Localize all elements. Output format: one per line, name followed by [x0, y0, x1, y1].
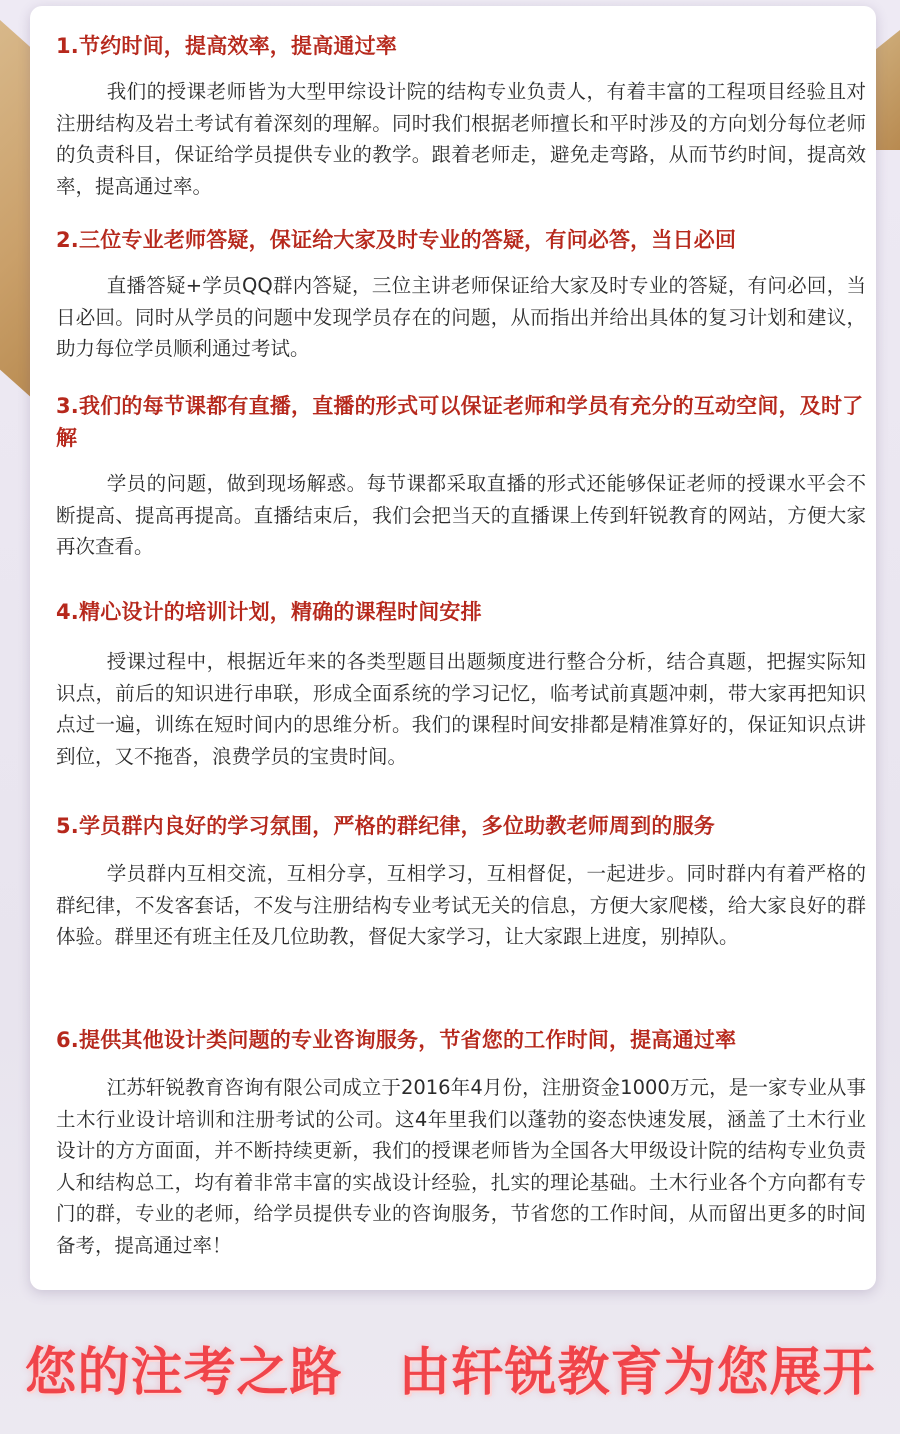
section-5	[56, 810, 866, 953]
section-4-body: 授课过程中，根据近年来的各类型题目出题频度进行整合分析，结合真题，把握实际知识点，前后的知识进行串联，形成全面系统的学习记忆，临考试前真题冲刺，带大家再把知识点过一遍，训练在短时间内的思维分析。我们的课程时间安排都是精准算好的，保证知识点讲到位，又不拖沓，浪费学员的宝贵时间。	[56, 650, 866, 768]
slogan-right: 由轩锐教育为您展开	[398, 1343, 876, 1403]
section-5-heading: 5.学员群内良好的学习氛围，严格的群纪律，多位助教老师周到的服务	[56, 814, 715, 838]
section-3	[56, 390, 866, 563]
section-1-heading: 1.节约时间，提高效率，提高通过率	[56, 34, 397, 58]
section-4-heading: 4.精心设计的培训计划，精确的课程时间安排	[56, 600, 482, 624]
section-1	[56, 30, 866, 202]
gold-decoration-left	[0, 20, 34, 400]
slogan-left: 您的注考之路	[24, 1343, 343, 1403]
section-6-body: 江苏轩锐教育咨询有限公司成立于2016年4月份，注册资金1000万元，是一家专业从事土木行业设计培训和注册考试的公司。这4年里我们以蓬勃的姿态快速发展，涵盖了土木行业设计的方方面面，并不断持续更新，我们的授课老师皆为全国各大甲级设计院的结构专业负责人和结构总工，均有着非常丰富的实战设计经验，扎实的理论基础。土木行业各个方向都有专门的群，专业的老师，给学员提供专业的咨询服务，节省您的工作时间，从而留出更多的时间备考，提高通过率！	[56, 1076, 866, 1257]
section-3-heading: 3.我们的每节课都有直播，直播的形式可以保证老师和学员有充分的互动空间，及时了解	[56, 394, 864, 450]
section-2	[56, 224, 866, 365]
slogan-banner	[0, 1330, 900, 1405]
section-4	[56, 596, 866, 772]
section-2-body: 直播答疑+学员QQ群内答疑，三位主讲老师保证给大家及时专业的答疑，有问必回，当日必回。同时从学员的问题中发现学员存在的问题，从而指出并给出具体的复习计划和建议，助力每位学员顺利通过考试。	[56, 274, 866, 360]
section-6-heading: 6.提供其他设计类问题的专业咨询服务，节省您的工作时间，提高通过率	[56, 1028, 737, 1052]
section-3-body: 学员的问题，做到现场解惑。每节课都采取直播的形式还能够保证老师的授课水平会不断提高、提高再提高。直播结束后，我们会把当天的直播课上传到轩锐教育的网站，方便大家再次查看。	[56, 472, 866, 558]
section-2-heading: 2.三位专业老师答疑，保证给大家及时专业的答疑，有问必答，当日必回	[56, 228, 737, 252]
section-5-body: 学员群内互相交流，互相分享，互相学习，互相督促，一起进步。同时群内有着严格的群纪律，不发客套话，不发与注册结构专业考试无关的信息，方便大家爬楼，给大家良好的群体验。群里还有班主任及几位助教，督促大家学习，让大家跟上进度，别掉队。	[56, 862, 866, 948]
section-6	[56, 1024, 866, 1261]
section-1-body: 我们的授课老师皆为大型甲综设计院的结构专业负责人，有着丰富的工程项目经验且对注册结构及岩土考试有着深刻的理解。同时我们根据老师擅长和平时涉及的方向划分每位老师的负责科目，保证给学员提供专业的教学。跟着老师走，避免走弯路，从而节约时间，提高效率，提高通过率。	[56, 80, 866, 198]
